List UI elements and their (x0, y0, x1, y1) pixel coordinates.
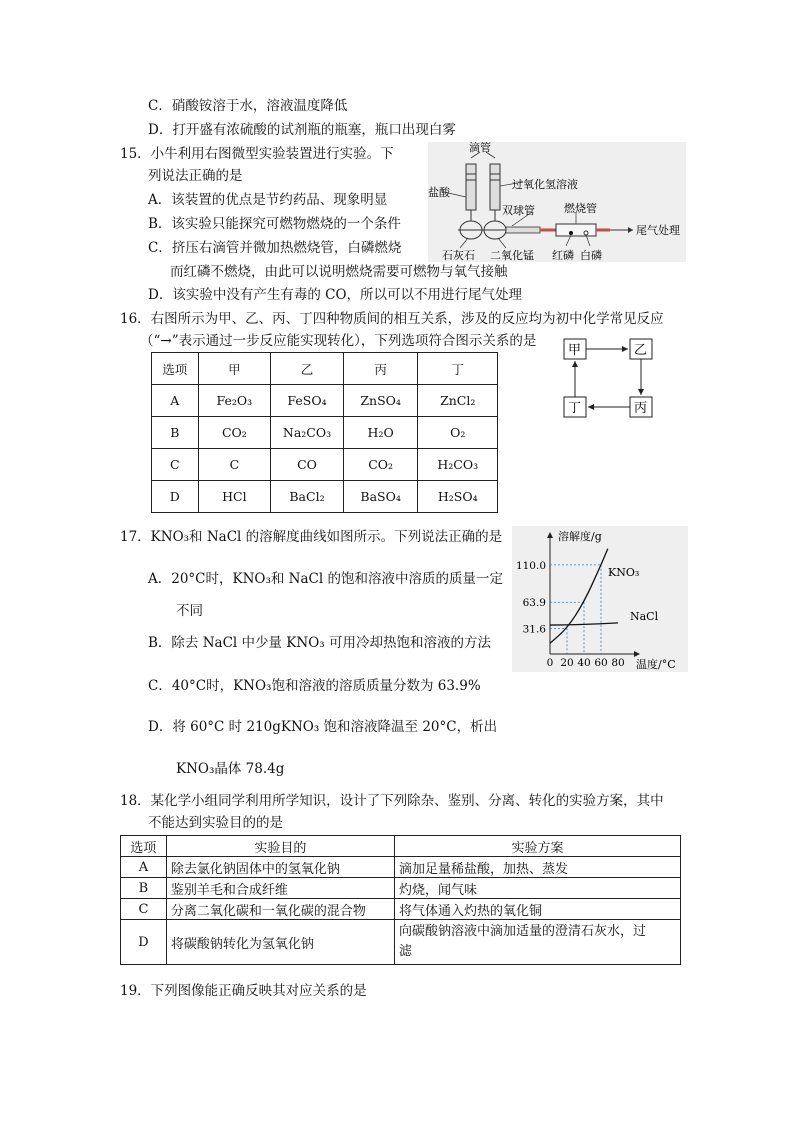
table-row (152, 417, 498, 449)
label-dropper: 滴管 (469, 142, 491, 154)
x-tick-label: 60 (594, 657, 608, 669)
q15-option-c-line2: 而红磷不燃烧，由此可以说明燃烧需要可燃物与氧气接触 (170, 264, 508, 280)
table-cell: BaSO₄ (343, 481, 418, 513)
label-yi: 乙 (634, 343, 648, 358)
x-axis-arrow-icon (634, 651, 640, 657)
table-cell: A (121, 857, 167, 878)
y-tick-label: 63.9 (522, 597, 546, 610)
table-cell: C (121, 899, 167, 920)
q15-option-a: A．该装置的优点是节约药品、现象明显 (148, 192, 388, 208)
header-cell: 丙 (343, 353, 418, 385)
q18-stem-line1: 18．某化学小组同学利用所学知识，设计了下列除杂、鉴别、分离、转化的实验方案，其中 (120, 793, 664, 809)
q17-option-a-line2: 不同 (176, 603, 203, 619)
label-limestone: 石灰石 (442, 249, 475, 262)
x-tick-label: 0 (546, 657, 554, 669)
table-row (121, 878, 681, 899)
label-h2o2: 过氧化氢溶液 (512, 178, 578, 191)
q16-options-table (151, 352, 498, 513)
table-cell: HCl (198, 481, 271, 513)
table-cell: H₂SO₄ (418, 481, 498, 513)
right-dropper (490, 164, 500, 210)
label-red-p: 红磷 (552, 249, 574, 262)
label-double-tube: 双球管 (502, 204, 535, 217)
cell-line: 滤 (399, 944, 413, 959)
header-cell: 甲 (198, 353, 271, 385)
header-cell: 实验方案 (395, 836, 681, 857)
q15-option-d: D．该实验中没有产生有毒的 CO，所以可以不用进行尾气处理 (148, 287, 523, 303)
table-cell: 除去氯化钠固体中的氢氧化钠 (166, 857, 394, 878)
table-cell: FeSO₄ (271, 385, 344, 417)
table-cell: 将气体通入灼热的氧化铜 (395, 899, 681, 920)
q17-option-b: B．除去 NaCl 中少量 KNO₃ 可用冷却热饱和溶液的方法 (148, 635, 491, 651)
q16-stem-line2: （“→”表示通过一步反应能实现转化），下列选项符合图示关系的是 (140, 333, 537, 349)
table-cell: CO₂ (198, 417, 271, 449)
q18-options-table (120, 835, 681, 965)
table-row (152, 449, 498, 481)
solubility-chart-svg (512, 526, 688, 672)
label-ding: 丁 (568, 401, 582, 416)
table-cell: 将碳酸钠转化为氢氧化钠 (166, 920, 394, 965)
q17-option-d-line1: D．将 60°C 时 210gKNO₃ 饱和溶液降温至 20°C，析出 (148, 719, 498, 735)
burn-tube (556, 224, 596, 236)
q18-stem-line2: 不能达到实验目的的是 (148, 815, 283, 831)
x-axis-label: 温度/°C (636, 658, 676, 671)
q17-solubility-chart (512, 526, 688, 672)
q15-option-c-line1: C．挤压右滴管并微加热燃烧管，白磷燃烧 (148, 240, 402, 256)
table-cell: D (121, 920, 167, 965)
table-cell: C (152, 449, 199, 481)
table-header-row (121, 836, 681, 857)
table-row (121, 899, 681, 920)
apparatus-drawing (428, 142, 686, 262)
header-cell: 选项 (121, 836, 167, 857)
label-mno2: 二氧化锰 (490, 249, 534, 262)
header-cell: 乙 (271, 353, 344, 385)
x-tick-label: 80 (611, 657, 625, 669)
label-hcl: 盐酸 (428, 186, 450, 199)
table-cell: 灼烧，闻气味 (395, 878, 681, 899)
table-cell: 分离二氧化碳和一氧化碳的混合物 (166, 899, 394, 920)
table-cell: CO (271, 449, 344, 481)
y-axis-label: 溶解度/g (558, 530, 602, 543)
q19-stem: 19．下列图像能正确反映其对应关系的是 (120, 983, 367, 999)
label-jia: 甲 (568, 343, 582, 358)
label-bing: 丙 (634, 401, 648, 416)
nacl-legend: NaCl (630, 610, 659, 623)
q15-stem-line1: 15．小牛利用右图微型实验装置进行实验。下 (120, 146, 394, 162)
x-tick-label: 40 (577, 657, 591, 669)
table-cell: B (121, 878, 167, 899)
label-burn-tube: 燃烧管 (564, 202, 597, 215)
table-cell: O₂ (418, 417, 498, 449)
table-row (152, 385, 498, 417)
left-dropper (466, 164, 476, 210)
table-cell: Na₂CO₃ (271, 417, 344, 449)
q17-stem: 17．KNO₃和 NaCl 的溶解度曲线如图所示。下列说法正确的是 (120, 529, 503, 545)
table-cell: Fe₂O₃ (198, 385, 271, 417)
table-cell: H₂O (343, 417, 418, 449)
q15-apparatus-figure (428, 142, 686, 262)
table-cell: CO₂ (343, 449, 418, 481)
table-row (121, 920, 681, 965)
header-cell: 丁 (418, 353, 498, 385)
table-cell: 滴加足量稀盐酸，加热、蒸发 (395, 857, 681, 878)
label-tail-gas: 尾气处理 (636, 224, 680, 237)
y-tick-label: 31.6 (522, 623, 546, 636)
q16-stem-line1: 16．右图所示为甲、乙、丙、丁四种物质间的相互关系，涉及的反应均为初中化学常见反应 (120, 311, 664, 327)
q14-option-d: D．打开盛有浓硫酸的试剂瓶的瓶塞，瓶口出现白雾 (148, 122, 456, 138)
table-cell: C (198, 449, 271, 481)
label-white-p: 白磷 (580, 249, 602, 262)
q15-stem-line2: 列说法正确的是 (148, 168, 243, 184)
table-cell: B (152, 417, 199, 449)
tail-arrow-icon (628, 227, 633, 233)
relation-drawing (560, 336, 660, 422)
table-cell: BaCl₂ (271, 481, 344, 513)
y-axis-arrow-icon (547, 532, 553, 538)
table-cell: A (152, 385, 199, 417)
table-row (121, 857, 681, 878)
table-cell: H₂CO₃ (418, 449, 498, 481)
x-tick-label: 20 (560, 657, 574, 669)
table-cell: 鉴别羊毛和合成纤维 (166, 878, 394, 899)
header-cell: 实验目的 (166, 836, 394, 857)
table-cell: ZnSO₄ (343, 385, 418, 417)
q17-option-a-line1: A．20°C时，KNO₃和 NaCl 的饱和溶液中溶质的质量一定 (148, 571, 503, 587)
q17-option-d-line2: KNO₃晶体 78.4g (176, 761, 285, 777)
guide-lines (550, 565, 601, 654)
table-cell: ZnCl₂ (418, 385, 498, 417)
table-row (152, 481, 498, 513)
q15-option-b: B．该实验只能探究可燃物燃烧的一个条件 (148, 216, 401, 232)
q16-relation-diagram (560, 336, 660, 422)
q14-option-c: C．硝酸铵溶于水，溶液温度降低 (148, 98, 348, 114)
kno3-curve (550, 549, 608, 644)
y-tick-label: 110.0 (515, 559, 546, 572)
kno3-legend: KNO₃ (608, 566, 640, 579)
table-cell (395, 920, 681, 965)
header-cell: 选项 (152, 353, 199, 385)
q17-option-c: C．40°C时，KNO₃饱和溶液的溶质质量分数为 63.9% (148, 678, 481, 694)
table-header-row (152, 353, 498, 385)
cell-line: 向碳酸钠溶液中滴加适量的澄清石灰水，过 (399, 924, 647, 939)
table-cell: D (152, 481, 199, 513)
